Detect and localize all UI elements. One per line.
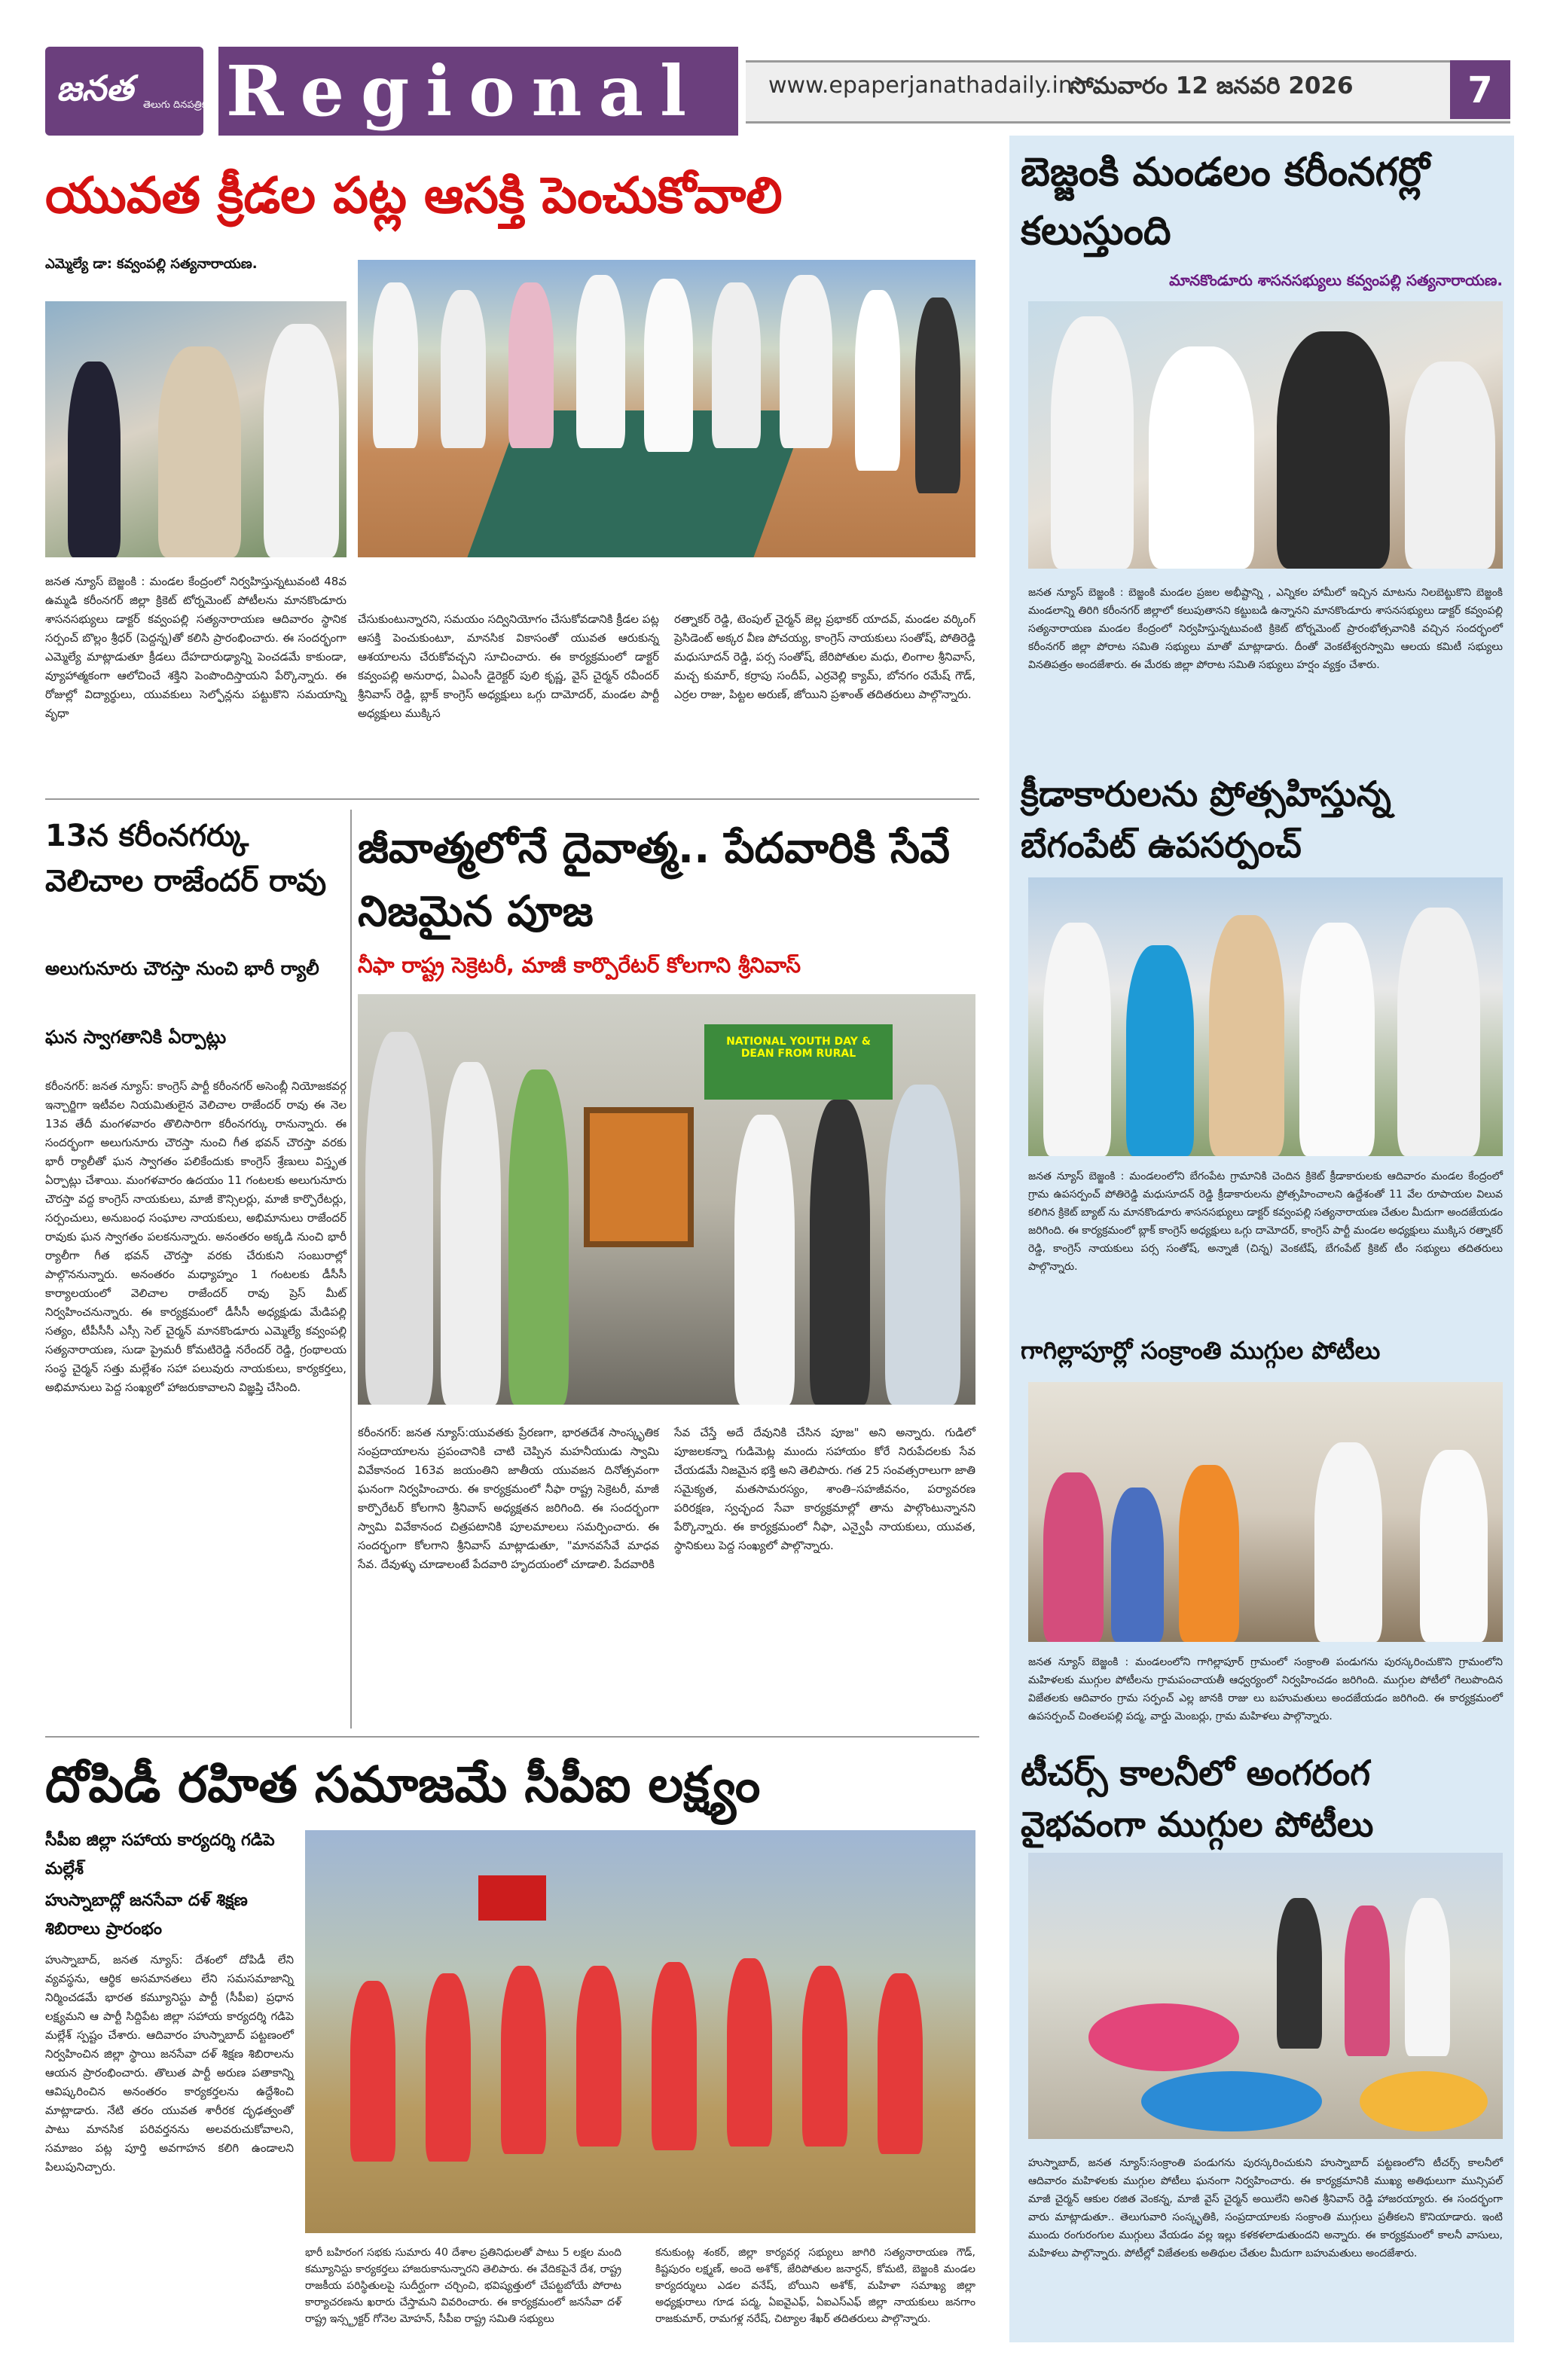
side1-byline: మానకొండూరు శాసనసభ్యులు కవ్వంపల్లి సత్యనారాయణ. <box>1169 271 1503 289</box>
story1-body-mid: చేసుకుంటున్నారని, సమయం సద్వినియోగం చేసుకోవడానికి క్రీడల పట్ల ఆసక్తి పెంచుకుంటూ, మానసిక వికాసంతో యువత ఆరుకున్న ఆశయాలను చేరుకోవచ్చని సూచించారు. ఈ కార్యక్రమంలో డాక్టర్ కవ్వంపల్లి అనురాధ, ఏఎంసీ డైరెక్టర్ పులి కృష్ణ, వైస్ చైర్మన్ రవీందర్ శ్రీనివాస్ రెడ్డి, బ్లాక్ కాంగ్రెస్ అధ్యక్షులు ఒగ్గు దామోదర్, మండల పార్టీ అధ్యక్షులు ముక్కిస <box>358 612 659 720</box>
story2-sub2: ఘన స్వాగతానికి ఏర్పాట్లు <box>45 1027 227 1048</box>
story3-headline: జీవాత్మలోనే దైవాత్మ.. పేదవారికి సేవే నిజమైన పూజ <box>358 824 950 936</box>
side2-body: జనత న్యూస్ బెజ్జంకి : మండలంలోని బేగంపేట గ్రామానికి చెందిన క్రికెట్ క్రీడాకారులకు ఆదివారం మండల కేంద్రంలో గ్రామ ఉపసర్పంచ్ పోతిరెడ్డి మధుసూదన్ రెడ్డి క్రీడాకారులను ప్రోత్సహించాలని ఉద్దేశంతో 11 వేల రూపాయల విలువ కలిగిన క్రికెట్ బ్యాట్ ను మానకొండూరు శాసనసభ్యులు డాక్టర్ కవ్వంపల్లి సత్యనారాయణ చేతుల మీదుగా అందజేయడం జరిగింది. ఈ కార్యక్రమంలో బ్లాక్ కాంగ్రెస్ అధ్యక్షులు ఒగ్గు దామోదర్, కాంగ్రెస్ పార్టీ మండల అధ్యక్షులు ముక్కిస రత్నాకర్ రెడ్డి, కాంగ్రెస్ నాయకులు పర్స సంతోష్, అన్నాజీ (చిన్న) వెంకటేష్, బేగంపేట్ క్రికెట్ టీం సభ్యులు తదితరులు పాల్గొన్నారు. <box>1028 1170 1503 1273</box>
side3-body: జనత న్యూస్ బెజ్జంకి : మండలంలోని గాగిల్లాపూర్ గ్రామంలో సంక్రాంతి పండుగను పురస్కరించుకొని గ్రామంలోని మహిళలకు ముగ్గుల పోటీలను గ్రామపంచాయతీ ఆధ్వర్యంలో నిర్వహించడం జరిగింది. ముగ్గుల పోటీలో గెలుపొందిన విజేతలకు ఆదివారం గ్రామ సర్పంచ్ ఎల్ల జానకి రాజు లు బహుమతులు అందజేయడం జరిగింది. ఈ కార్యక్రమంలో ఉపసర్పంచ్ చింతలపల్లి పద్మ, వార్డు మెంబర్లు, గ్రామ మహిళలు పాల్గొన్నారు. <box>1028 1656 1503 1722</box>
story2-body: కరీంనగర్: జనత న్యూస్: కాంగ్రెస్ పార్టీ కరీంనగర్ అసెంబ్లీ నియోజకవర్గ ఇన్చార్జిగా ఇటీవల నియమితులైన వెలిచాల రాజేందర్ రావు ఈ నెల 13వ తేదీ మంగళవారం తొలిసారిగా కరీంనగర్కు రానున్నారు. ఈ సందర్భంగా అలుగునూరు చౌరస్తా నుంచి గీత భవన్ చౌరస్తా వరకు భారీ ర్యాలీతో ఘన స్వాగతం పలికేందుకు కాంగ్రెస్ శ్రేణులు విస్తృత ఏర్పాట్లు చేశాయి. మంగళవారం ఉదయం 11 గంటలకు అలుగునూరు చౌరస్తా వద్ద కాంగ్రెస్ నాయకులు, మాజీ కౌన్సిలర్లు, మాజీ కార్పొరేటర్లు, సర్పంచులు, అనుబంధ సంఘాల నాయకులు, అభిమానులు రాజేందర్ రావుకు ఘన స్వాగతం పలకనున్నారు. అనంతరం అక్కడి నుంచి భారీ ర్యాలీగా గీత భవన్ చౌరస్తా వరకు చేరుకుని సంబురాల్లో పాల్గొననున్నారు. అనంతరం మధ్యాహ్నం 1 గంటలకు డీసీసీ కార్యాలయంలో వెలిచాల రాజేందర్ రావు ప్రెస్ మీట్ నిర్వహించనున్నారు. ఈ కార్యక్రమంలో డీసీసీ అధ్యక్షుడు మేడిపల్లి సత్యం, టీపీసీసీ ఎస్సీ సెల్ చైర్మన్ మానకొండూరు ఎమ్మెల్యే కవ్వంపల్లి సత్యనారాయణ, సుడా ప్రైమరీ కోమటిరెడ్డి నరేందర్ రెడ్డి, గ్రంథాలయ సంస్థ చైర్మన్ సత్తు మల్లేశం సహా పలువురు నాయకులు, కార్యకర్తలు, అభిమానులు పెద్ద సంఖ్యలో హాజరుకావాలని విజ్ఞప్తి చేసింది. <box>45 1079 347 1394</box>
side1-headline: బెజ్జంకి మండలం కరీంనగర్లో కలుస్తుంది <box>1021 150 1430 254</box>
story1-photo-cricket <box>358 260 975 557</box>
red-flag <box>478 1875 546 1921</box>
story4-headline: దోపిడీ రహిత సమాజమే సీపీఐ లక్ష్యం <box>45 1756 761 1814</box>
issue-date: సోమవారం 12 జనవరి 2026 <box>1070 72 1354 99</box>
story1-body-left: జనత న్యూస్ బెజ్జంకి : మండల కేంద్రంలో నిర్వహిస్తున్నటువంటి 48వ ఉమ్మడి కరీంనగర్ జిల్లా క్రికెట్ టోర్నమెంట్ పోటీలను మానకొండూరు శాసనసభ్యులు డాక్టర్ కవ్వంపల్లి సత్యనారాయణ ఆదివారం స్థానిక సర్పంచ్ బొల్లం శ్రీధర్ (పెద్దన్న)తో కలిసి ప్రారంభించారు. ఈ సందర్భంగా ఎమ్మెల్యే మాట్లాడుతూ క్రీడలు దేహదారుఢ్యాన్ని పెంచడమే కాకుండా, వ్యూహాత్మకంగా ఆలోచించే శక్తిని పెంపొందిస్తాయని పేర్కొన్నారు. ఈ రోజుల్లో విద్యార్థులు, యువకులు సెల్ఫోన్లను పట్టుకొని సమయాన్ని వృధా <box>45 575 347 720</box>
story3-body-left: కరీంనగర్: జనత న్యూస్:యువతకు ప్రేరణగా, భారతదేశ సాంస్కృతిక సంప్రదాయాలను ప్రపంచానికి చాటి చెప్పిన మహనీయుడు స్వామి వివేకానంద 163వ జయంతిని జాతీయ యువజన దినోత్సవంగా ఘనంగా నిర్వహించారు. ఈ కార్యక్రమంలో నీఫా రాష్ట్ర సెక్రెటరీ, మాజీ కార్పొరేటర్ కోలగాని శ్రీనివాస్ అధ్యక్షతన జరిగింది. ఈ సందర్భంగా స్వామి వివేకానంద చిత్రపటానికి పూలమాలలు సమర్పించారు. ఈ సందర్భంగా కోలగాని శ్రీనివాస్ మాట్లాడుతూ, "మానవసేవే మాధవ సేవ. దేవుళ్ళు చూడాలంటే పేదవారి హృదయంలో చూడాలి. పేదవారికి <box>358 1426 659 1571</box>
story4-body-left: హుస్నాబాద్, జనత న్యూస్: దేశంలో దోపిడీ లేని వ్యవస్థను, ఆర్థిక అసమానతలు లేని సమసమాజాన్ని నిర్మించడమే భారత కమ్యూనిస్టు పార్టీ (సీపీఐ) ప్రధాన లక్ష్యమని ఆ పార్టీ సిద్దిపేట జిల్లా సహాయ కార్యదర్శి గడిపె మల్లేశ్ స్పష్టం చేశారు. ఆదివారం హుస్నాబాద్ పట్టణంలో నిర్వహించిన జిల్లా స్థాయి జనసేవా దళ్ శిక్షణ శిబిరాలను ఆయన ప్రారంభించారు. తొలుత పార్టీ అరుణ పతాకాన్ని ఆవిష్కరించిన అనంతరం కార్యకర్తలను ఉద్దేశించి మాట్లాడారు. నేటి తరం యువత శారీరక దృఢత్వంతో పాటు మానసిక పరివర్తనను అలవరుచుకోవాలని, సమాజం పట్ల పూర్తి అవగాహన కలిగి ఉండాలని పిలుపునిచ్చారు. <box>45 1953 294 2174</box>
story4-body-mid: భారీ బహిరంగ సభకు సుమారు 40 దేశాల ప్రతినిధులతో పాటు 5 లక్షల మంది కమ్యూనిస్టు కార్యకర్తలు హాజరుకానున్నారని తెలిపారు. ఈ వేదికపైనే దేశ, రాష్ట్ర రాజకీయ పరిస్థితులపై సుదీర్ఘంగా చర్చించి, భవిష్యత్తులో చేపట్టబోయే పోరాట కార్యాచరణను ఖరారు చేస్తామని వివరించారు. ఈ కార్యక్రమంలో జనసేవా దళ్ రాష్ట్ర ఇన్స్ట్రక్టర్ గోనెల మోహన్, సీపీఐ రాష్ట్ర సమితి సభ్యులు <box>305 2247 621 2325</box>
website-url[interactable]: www.epaperjanathadaily.in <box>768 72 1073 99</box>
story4-body-right: కనుకుంట్ల శంకర్, జిల్లా కార్యవర్గ సభ్యులు జాగిరి సత్యనారాయణ గౌడ్, కిష్టపురం లక్ష్మణ్, అందె అశోక్, జేరిపోతుల జనార్ధన్, కోమటి, బెజ్జంకి మండల కార్యదర్శులు ఎడల వనేష్, బోయిని అశోక్, మహిళా సమాఖ్య జిల్లా అధ్యక్షురాలు గూడ పద్మ, ఏఐవైఎఫ్, ఏఐఎస్ఎఫ్ జిల్లా నాయకులు జనగాం రాజకుమార్, రామగళ్ల నరేష్, చిట్యాల శేఖర్ తదితరులు పాల్గొన్నారు. <box>655 2247 975 2325</box>
side4-headline: టీచర్స్ కాలనీలో అంగరంగ వైభవంగా ముగ్గుల పోటీలు <box>1021 1753 1374 1844</box>
story3-body-right: సేవ చేస్తే అదే దేవునికి చేసిన పూజ" అని అన్నారు. గుడిలో పూజలకన్నా గుడిమెట్ల ముందు సహాయం కోరే నిరుపేదలకు సేవ చేయడమే నిజమైన భక్తి అని తెలిపారు. గత 25 సంవత్సరాలుగా జాతి సమైక్యత, మతసామరస్యం, శాంతి–సహజీవనం, పర్యావరణ పరిరక్షణ, స్వచ్ఛంద సేవా కార్యక్రమాల్లో తాను పాల్గొంటున్నానని పేర్కొన్నారు. ఈ కార్యక్రమంలో నీఫా, ఎన్వైపీ నాయకులు, యువత, స్థానికులు పెద్ద సంఖ్యలో పాల్గొన్నారు. <box>674 1426 975 1552</box>
page-number: 7 <box>1450 60 1510 119</box>
side4-body: హుస్నాబాద్, జనత న్యూస్:సంక్రాంతి పండుగను పురస్కరించుకుని హుస్నాబాద్ పట్టణంలోని టీచర్స్ కాలనీలో ఆదివారం మహిళలకు ముగ్గుల పోటీలు ఘనంగా నిర్వహించారు. ఈ కార్యక్రమానికి ముఖ్య అతిథులుగా మున్సిపల్ మాజీ చైర్మన్ ఆకుల రజిత వెంకన్న, మాజీ వైస్ చైర్మన్ అయిలేని అనిత శ్రీనివాస్ రెడ్డి హాజరయ్యారు. ఈ సందర్భంగా వారు మాట్లాడుతూ.. తెలుగువారి సంస్కృతికి, సంప్రదాయాలకు సంక్రాంతి ముగ్గులు ప్రతీకలని కొనియాడారు. ఇంటి ముందు రంగురంగుల ముగ్గులు వేయడం వల్ల ఇల్లు కళకళలాడుతుందని అన్నారు. ఈ కార్యక్రమంలో కాలనీ వాసులు, మహిళలు పాల్గొన్నారు. పోటీల్లో విజేతలకు అతిథుల చేతుల మీదుగా బహుమతులు అందజేశారు. <box>1028 2157 1503 2259</box>
side4-photo <box>1028 1853 1503 2139</box>
logo-text: జనత <box>56 68 133 108</box>
side3-headline: గాగిల్లాపూర్లో సంక్రాంతి ముగ్గుల పోటీలు <box>1021 1336 1381 1365</box>
story4-sub2: హుస్నాబాద్లో జనసేవా దళ్ శిక్షణ శిబిరాలు ప్రారంభం <box>45 1891 248 1939</box>
story3-byline: నీఫా రాష్ట్ర సెక్రెటరీ, మాజీ కార్పొరేటర్ కోలగాని శ్రీనివాస్ <box>358 953 801 978</box>
side2-headline: క్రీడాకారులను ప్రోత్సహిస్తున్న బేగంపేట్ ఉపసర్పంచ్ <box>1021 774 1391 865</box>
story1-headline: యువత క్రీడల పట్ల ఆసక్తి పెంచుకోవాలి <box>45 166 783 224</box>
story4-photo <box>305 1830 975 2233</box>
vivekananda-portrait <box>584 1107 694 1247</box>
side1-photo <box>1028 301 1503 569</box>
side3-photo <box>1028 1382 1503 1642</box>
story1-byline: ఎమ్మెల్యే డా: కవ్వంపల్లి సత్యనారాయణ. <box>45 256 258 272</box>
event-banner-text: NATIONAL YOUTH DAY & DEAN FROM RURAL <box>726 1036 871 1060</box>
story4-sub1: సీపీఐ జిల్లా సహాయ కార్యదర్శి గడిపె మల్లేశ్ <box>45 1831 275 1878</box>
story1-body-right: రత్నాకర్ రెడ్డి, టెంపుల్ చైర్మన్ జెల్ల ప్రభాకర్ యాదవ్, మండల వర్కింగ్ ప్రెసిడెంట్ అక్కర వీణ పోచయ్య, కాంగ్రెస్ నాయకులు సంతోష్, పోతిరెడ్డి మధుసూదన్ రెడ్డి, పర్స సంతోష్, జేరిపోతుల మధు, లింగాల శ్రీనివాస్, మచ్చ కుమార్, కర్రాపు సందీప్, ఎర్రవెల్లి క్యామ్, బోనగం రమేష్ గౌడ్, ఎర్రల రాజు, పిట్టల అరుణ్, జోయిని ప్రశాంత్ తదితరులు పాల్గొన్నారు. <box>674 612 975 701</box>
column-rule <box>350 810 352 1729</box>
divider <box>45 798 979 800</box>
story1-photo-small <box>45 301 347 557</box>
logo-tagline: తెలుగు దినపత్రిక <box>143 99 207 111</box>
section-title: Regional <box>218 47 738 136</box>
story2-sub1: అలుగునూరు చౌరస్తా నుంచి భారీ ర్యాలీ <box>45 958 319 979</box>
story3-photo <box>358 994 975 1405</box>
divider <box>45 1736 979 1738</box>
story2-headline: 13న కరీంనగర్కు వెలిచాల రాజేందర్ రావు <box>45 819 327 899</box>
side1-body: జనత న్యూస్ బెజ్జంకి : బెజ్జంకి మండల ప్రజల అభీష్టాన్ని , ఎన్నికల హామీలో ఇచ్చిన మాటను నిలబెట్టుకొని బెజ్జంకి మండలాన్ని తిరిగి కరీంనగర్ జిల్లాలో కలుపుతానని కట్టుబడి ఉన్నానని మానకొండూరు శాసనసభ్యులు డాక్టర్ కవ్వంపల్లి సత్యనారాయణ మండల కేంద్రంలో నిర్వహిస్తున్నటువంటి క్రికెట్ టోర్నమెంట్ ప్రారంభోత్సవానికి వచ్చిన సందర్భంలో కరీంనగర్ జిల్లా పోరాట సమితి సభ్యులు మాతో మాట్లాడారు. దీంతో వెంకటేశ్వరస్వామి ఆలయ కమిటీ సభ్యులు వినతిపత్రం అందజేశారు. ఈ మేరకు జిల్లా పోరాట సమితి సభ్యులు హర్షం వ్యక్తం చేశారు. <box>1028 587 1503 671</box>
side2-photo <box>1028 877 1503 1156</box>
